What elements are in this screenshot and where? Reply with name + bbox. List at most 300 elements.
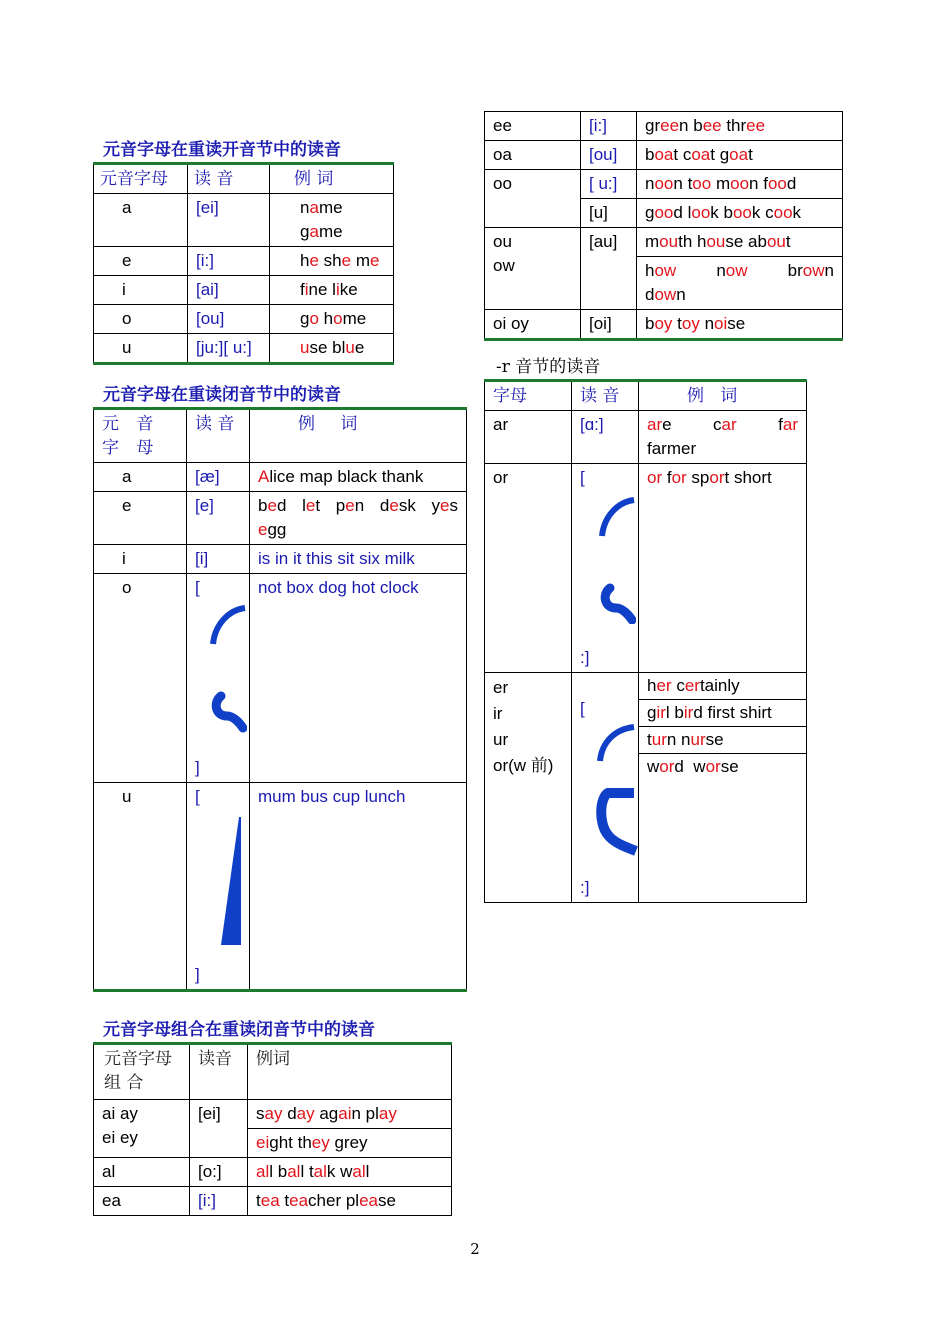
example-line [258, 576, 458, 600]
vowel-letters: oo [485, 170, 581, 228]
open-o-symbol-icon [207, 604, 247, 734]
example-line [300, 336, 385, 360]
closed-syllable-title: 元音字母在重读闭音节中的读音 [103, 385, 341, 405]
letters-line: ei ey [102, 1128, 138, 1147]
example-line [256, 1160, 443, 1184]
header-letter: 元 音 字 母 [94, 409, 187, 463]
vowel-letter: i [94, 276, 188, 305]
text-segment: oa [654, 145, 674, 164]
text-segment: d w [674, 757, 706, 776]
page-number: 2 [470, 1240, 480, 1258]
text-segment: cher pl [308, 1191, 360, 1210]
example-line [258, 494, 458, 542]
text-segment: ag [314, 1104, 339, 1123]
text-segment: ar [782, 415, 798, 434]
example-line [639, 754, 806, 780]
example-line [645, 259, 834, 283]
text-segment: d l [276, 496, 306, 515]
example-words [250, 463, 467, 492]
ipa-value: [i] [187, 545, 250, 574]
text-segment: oo [692, 174, 712, 193]
ipa-bracket-open: [ [580, 468, 585, 487]
text-segment: n [300, 198, 310, 217]
combo-top-section [484, 111, 842, 341]
table-row [485, 673, 807, 903]
closed-syllable-table [93, 407, 467, 992]
letters-line: er [493, 678, 509, 697]
header-letter: 元音字母 [94, 164, 188, 194]
letters-line: ow [493, 256, 515, 275]
example-words [250, 783, 467, 991]
text-segment: ea [359, 1191, 378, 1210]
vowel-letters: ee [485, 112, 581, 141]
table-row [485, 310, 843, 340]
text-segment: th h [678, 232, 707, 251]
example-line [645, 114, 834, 138]
text-segment: oo [732, 203, 752, 222]
text-segment: c [671, 676, 685, 695]
table-header-row [94, 409, 467, 463]
ipa-value [572, 464, 639, 673]
example-words [270, 334, 394, 364]
text-segment: e [662, 415, 672, 434]
table-row [485, 464, 807, 673]
vowel-letter: e [94, 492, 187, 545]
example-line [256, 1189, 443, 1213]
example-words [639, 673, 807, 903]
text-segment: e [305, 496, 316, 515]
example-words [639, 411, 807, 464]
vowel-letter: a [94, 194, 188, 247]
text-segment: d l [673, 203, 692, 222]
example-line [639, 700, 806, 727]
text-segment: a [309, 222, 319, 241]
text-segment: d [282, 1104, 297, 1123]
text-segment: ea [289, 1191, 309, 1210]
header-letter: 元音字母组 合 [94, 1044, 190, 1100]
ipa-value: [i:] [188, 247, 270, 276]
example-line [300, 278, 385, 302]
text-segment: k c [751, 203, 774, 222]
text-segment: ay [264, 1104, 283, 1123]
text-segment: e [345, 496, 355, 515]
r-syllable-table [484, 379, 807, 903]
text-segment: n d [354, 496, 390, 515]
header-example: 例 词 [250, 409, 467, 463]
text-segment: or [709, 468, 725, 487]
text-segment: t [785, 232, 791, 251]
text-segment: l b [269, 1162, 288, 1181]
text-segment: ow [802, 261, 825, 280]
text-segment: farmer [647, 439, 697, 458]
ipa-value: [ei] [190, 1100, 248, 1158]
text-segment: ou [706, 232, 726, 251]
header-letter: 字母 [485, 381, 572, 411]
table-row [94, 1100, 452, 1129]
table-row [94, 545, 467, 574]
text-segment: h [318, 309, 334, 328]
example-line [647, 413, 798, 437]
vowel-letters: ea [94, 1187, 190, 1216]
text-segment: me [318, 198, 343, 217]
text-segment: e [341, 251, 352, 270]
header-example: 例词 [248, 1044, 452, 1100]
text-segment: oo [767, 174, 787, 193]
combo-top-table [484, 111, 843, 341]
closed-syllable-section [93, 383, 466, 992]
letters-line: or(w 前) [493, 756, 554, 775]
text-segment: or [659, 757, 675, 776]
ipa-value: [ei] [188, 194, 270, 247]
text-segment: al [287, 1162, 301, 1181]
example-words [248, 1100, 452, 1129]
ipa-value [187, 574, 250, 783]
example-line [645, 172, 834, 196]
example-word [716, 259, 747, 283]
table-header-row [485, 381, 807, 411]
text-segment: ar [721, 415, 737, 434]
r-syllable-title: -r 音节的读音 [496, 357, 601, 377]
vowel-letter: o [94, 305, 188, 334]
example-line [300, 196, 385, 220]
vowel-letter: o [94, 574, 187, 783]
text-segment: ur [690, 730, 706, 749]
header-example: 例 词 [270, 164, 394, 194]
text-segment: t [279, 1191, 290, 1210]
table-row [94, 305, 394, 334]
text-segment: t p [315, 496, 346, 515]
text-segment: sk y [398, 496, 441, 515]
text-segment: ai [338, 1104, 352, 1123]
vowel-letter: u [94, 334, 188, 364]
text-segment: b [258, 496, 268, 515]
ipa-bracket-open: [ [195, 787, 200, 806]
example-line [647, 466, 798, 490]
example-words [270, 305, 394, 334]
text-segment: er [684, 676, 700, 695]
table-row [94, 783, 467, 991]
text-segment: thr [721, 116, 747, 135]
text-segment: t g [710, 145, 730, 164]
text-segment: al [313, 1162, 327, 1181]
text-segment: ay [378, 1104, 397, 1123]
vowel-letters: oi oy [485, 310, 581, 340]
vowel-letters: or [485, 464, 572, 673]
ipa-bracket-close: ] [195, 965, 200, 984]
text-segment: b [645, 314, 655, 333]
text-segment: f [662, 468, 672, 487]
letters-line: ir [493, 704, 503, 723]
vowel-letters [94, 1100, 190, 1158]
vowel-letters: ar [485, 411, 572, 464]
example-line [647, 437, 798, 461]
ipa-value: [ɑ:] [572, 411, 639, 464]
text-segment: oo [773, 203, 793, 222]
combo-closed-section [93, 1018, 451, 1216]
text-segment: ei [256, 1133, 270, 1152]
text-segment: me [342, 309, 367, 328]
text-segment: s [256, 1104, 265, 1123]
example-line [645, 312, 834, 336]
text-segment: n [699, 314, 715, 333]
table-row [94, 1187, 452, 1216]
ipa-value: [æ] [187, 463, 250, 492]
text-segment: n f [749, 174, 768, 193]
vowel-letters [485, 228, 581, 310]
text-segment: gg [267, 520, 287, 539]
text-segment: oi [714, 314, 728, 333]
example-words [637, 310, 843, 340]
table-row [94, 334, 394, 364]
open-o-symbol-icon [596, 494, 636, 624]
text-segment: se [705, 730, 724, 749]
text-segment: m [351, 251, 370, 270]
example-words [637, 141, 843, 170]
text-segment: br [787, 261, 803, 280]
letters-line: ur [493, 730, 509, 749]
text-segment: e [258, 520, 268, 539]
text-segment: g [645, 203, 655, 222]
text-segment: lice map black thank [269, 467, 424, 486]
text-segment: n pl [351, 1104, 379, 1123]
r-syllable-section [484, 355, 806, 903]
text-segment: e [267, 496, 277, 515]
text-segment: f [300, 280, 305, 299]
table-row [94, 574, 467, 783]
text-segment: ey [311, 1133, 330, 1152]
example-words [270, 276, 394, 305]
example-line [639, 673, 806, 700]
ipa-bracket-close: :] [580, 878, 590, 897]
text-segment: se ab [725, 232, 767, 251]
text-segment: mum bus cup lunch [258, 787, 406, 806]
text-segment: se bl [309, 338, 346, 357]
example-words [248, 1158, 452, 1187]
text-segment: or [671, 468, 687, 487]
text-segment: e [369, 251, 380, 270]
text-segment: ne l [308, 280, 336, 299]
example-words [637, 199, 843, 228]
text-segment: t [647, 730, 652, 749]
example-line [258, 785, 458, 809]
example-words [637, 112, 843, 141]
table-row [485, 170, 843, 199]
text-segment: i [304, 280, 309, 299]
text-segment: oo [654, 203, 674, 222]
example-words [637, 228, 843, 257]
table-row [485, 228, 843, 257]
example-word [713, 413, 737, 437]
example-line [639, 727, 806, 754]
open-syllable-section [93, 138, 393, 365]
text-segment: ea [260, 1191, 280, 1210]
text-segment: se [727, 314, 746, 333]
text-segment: ou [766, 232, 786, 251]
example-line [645, 283, 834, 307]
letters-line: ou [493, 232, 512, 251]
text-segment: k [792, 203, 802, 222]
example-line [645, 143, 834, 167]
text-segment: m [645, 232, 660, 251]
schwa-symbol-icon [594, 723, 638, 863]
text-segment: o [333, 309, 343, 328]
text-segment: g [300, 222, 310, 241]
header-ipa: 读 音 [572, 381, 639, 411]
combo-closed-table [93, 1042, 452, 1216]
ipa-value: [ai] [188, 276, 270, 305]
text-segment: oy [654, 314, 673, 333]
example-word [645, 259, 676, 283]
example-words [637, 257, 843, 310]
text-segment: u [345, 338, 355, 357]
text-segment: A [258, 467, 270, 486]
text-segment: grey [329, 1133, 368, 1152]
example-line [300, 249, 385, 273]
ipa-bracket-open: [ [580, 699, 585, 718]
text-segment: n [645, 174, 655, 193]
example-line [258, 547, 458, 571]
text-segment: h [647, 676, 657, 695]
text-segment: ke [339, 280, 358, 299]
ipa-bracket-open: [ [195, 578, 200, 597]
text-segment: c [713, 415, 722, 434]
text-segment: l [365, 1162, 370, 1181]
example-line [300, 220, 385, 244]
example-words [270, 194, 394, 247]
text-segment: ir [683, 703, 694, 722]
text-segment: ow [654, 261, 677, 280]
text-segment: l b [665, 703, 684, 722]
text-segment: e [354, 338, 365, 357]
text-segment: n n [666, 730, 691, 749]
example-line [645, 201, 834, 225]
ipa-value: [u] [581, 199, 637, 228]
text-segment: ur [651, 730, 667, 749]
text-segment: g [647, 703, 657, 722]
text-segment: d [645, 285, 655, 304]
ipa-value: [ou] [581, 141, 637, 170]
text-segment: ow [725, 261, 748, 280]
table-row [485, 112, 843, 141]
vowel-letter: i [94, 545, 187, 574]
text-segment: oo [691, 203, 711, 222]
example-line [258, 465, 458, 489]
text-segment: h [645, 261, 655, 280]
table-row [94, 194, 394, 247]
text-segment: sh [318, 251, 342, 270]
vowel-letter: e [94, 247, 188, 276]
example-word [647, 413, 672, 437]
ipa-value: [o:] [190, 1158, 248, 1187]
text-segment: oa [691, 145, 711, 164]
example-line [256, 1131, 443, 1155]
text-segment: ee [702, 116, 722, 135]
ipa-value: [oi] [581, 310, 637, 340]
text-segment: sp [686, 468, 710, 487]
example-words [250, 545, 467, 574]
text-segment: oo [654, 174, 674, 193]
text-segment: gr [645, 116, 661, 135]
header-ipa: 读 音 [187, 409, 250, 463]
ipa-value: [au] [581, 228, 637, 310]
ipa-value [572, 673, 639, 903]
example-word [778, 413, 798, 437]
header-ipa: 读音 [190, 1044, 248, 1100]
text-segment: e [309, 251, 319, 270]
table-row [94, 463, 467, 492]
ipa-value: [i:] [581, 112, 637, 141]
text-segment: al [352, 1162, 366, 1181]
table-row [94, 492, 467, 545]
text-segment: t [256, 1191, 261, 1210]
open-syllable-table [93, 162, 394, 365]
text-segment: u [300, 338, 310, 357]
vowel-letters: oa [485, 141, 581, 170]
example-line [645, 230, 834, 254]
text-segment: ow [654, 285, 677, 304]
text-segment: or [647, 468, 663, 487]
text-segment: t [672, 314, 682, 333]
text-segment: oy [681, 314, 700, 333]
header-ipa: 读 音 [188, 164, 270, 194]
text-segment: t [748, 145, 753, 164]
vowel-letter: a [94, 463, 187, 492]
table-row [485, 141, 843, 170]
text-segment: not box dog hot clock [258, 578, 419, 597]
text-segment: o [309, 309, 319, 328]
combo-closed-title: 元音字母组合在重读闭音节中的读音 [103, 1020, 375, 1040]
text-segment: ee [746, 116, 766, 135]
text-segment: ay [296, 1104, 315, 1123]
text-segment: n [676, 285, 686, 304]
text-segment: t c [673, 145, 692, 164]
example-words [637, 170, 843, 199]
header-example: 例 词 [639, 381, 807, 411]
text-segment: h [300, 251, 310, 270]
text-segment: se [377, 1191, 396, 1210]
text-segment: er [656, 676, 672, 695]
ipa-bracket-close: :] [580, 648, 590, 667]
text-segment: ar [647, 415, 663, 434]
ipa-value [187, 783, 250, 991]
example-line [300, 307, 385, 331]
text-segment: s [449, 496, 458, 515]
text-segment: n [716, 261, 726, 280]
ipa-value: [ u:] [581, 170, 637, 199]
wedge-symbol-icon [201, 813, 241, 953]
ipa-bracket-close: ] [195, 758, 200, 777]
text-segment: ou [659, 232, 679, 251]
text-segment: g [300, 309, 310, 328]
text-segment: me [318, 222, 343, 241]
text-segment: k w [326, 1162, 353, 1181]
text-segment: w [647, 757, 660, 776]
text-segment: al [256, 1162, 270, 1181]
text-segment: e [389, 496, 399, 515]
vowel-letters [485, 673, 572, 903]
example-words [248, 1187, 452, 1216]
ipa-value: [ou] [188, 305, 270, 334]
text-segment: n b [679, 116, 703, 135]
example-words [250, 574, 467, 783]
open-syllable-title: 元音字母在重读开音节中的读音 [103, 140, 341, 160]
example-words [270, 247, 394, 276]
text-segment: oo [730, 174, 750, 193]
text-segment: ght th [269, 1133, 312, 1152]
table-header-row [94, 164, 394, 194]
text-segment: i [335, 280, 340, 299]
text-segment: tainly [699, 676, 740, 695]
